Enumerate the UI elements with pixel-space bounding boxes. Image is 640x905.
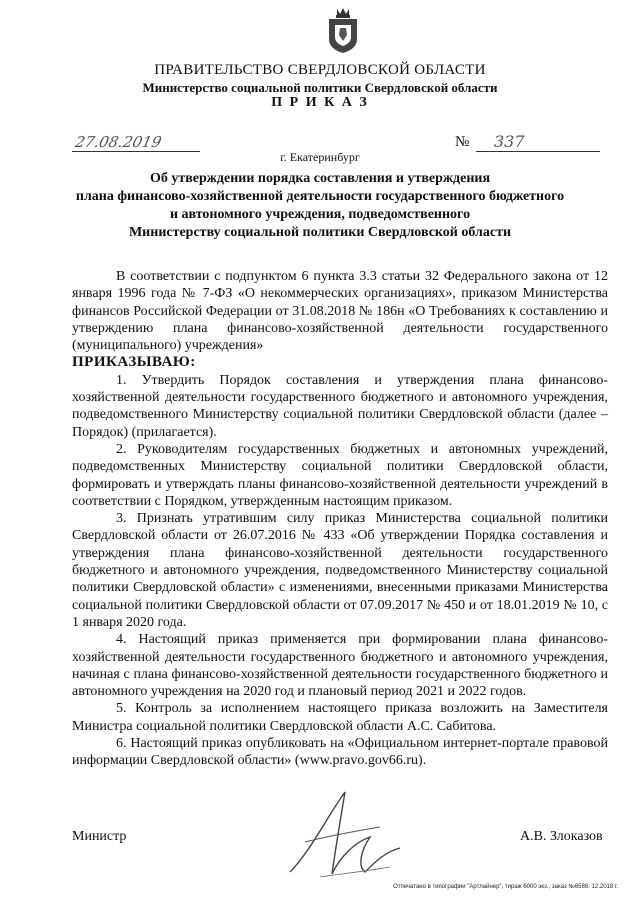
title-line: и автономного учреждения, подведомственного [169, 207, 471, 222]
city-label: г. Екатеринбург [280, 150, 360, 164]
order-item-1: 1. Утвердить Порядок составления и утверждения плана финансово-хозяйственной деятельности государственного бюджетного и автономного учреждения, подведомственного Министерству социальной политики Свердловской области (далее – Порядок) (прилагается). [72, 372, 608, 440]
handwritten-number [476, 130, 596, 152]
order-item-5: 5. Контроль за исполнением настоящего приказа возложить на Заместителя Министра социальной политики Свердловской области А.С. Сабитова. [72, 701, 608, 734]
document-type: П Р И К А З [271, 95, 369, 110]
signer-name: А.В. Злоказов [520, 829, 603, 844]
order-item-4: 4. Настоящий приказ применяется при формировании плана финансово-хозяйственной деятельности государственного бюджетного и автономного учреждения, начиная с плана финансово-хозяйственной деятельности государственного бюджетного и автономного учреждения на 2020 год и плановый период 2021 и 2022 годов. [72, 632, 608, 700]
title-line: Об утверждении порядка составления и утверждения [149, 171, 491, 186]
order-item-6: 6. Настоящий приказ опубликовать на «Официальном интернет-портале правовой информации Свердловской области» (www.pravo.gov66.ru). [72, 736, 608, 769]
government-name: ПРАВИТЕЛЬСТВО СВЕРДЛОВСКОЙ ОБЛАСТИ [154, 62, 486, 78]
svg-text:27.08.2019: 27.08.2019 [73, 133, 164, 151]
order-item-2: 2. Руководителям государственных бюджетных и автономных учреждений, подведомственных Министерству социальной политики Свердловской области, формировать и утверждать планы финансово-хозяйственной деятельности учреждений в соответствии с Порядком, утвержденным настоящим приказом. [72, 441, 608, 509]
order-item-3: 3. Признать утратившим силу приказ Министерства социальной политики Свердловской области от 26.07.2016 № 433 «Об утверждении Порядка составления и утверждения плана финансово-хозяйственной деятельности государственного бюджетного и автономного учреждения, подведомственного Министерству социальной политики Свердловской области» с изменениями, внесенными приказами Министерства социальной политики Свердловской области от 07.09.2017 № 450 и от 18.01.2019 № 10, с 1 января 2020 года. [72, 511, 608, 630]
coat-of-arms-icon [325, 5, 361, 55]
svg-text:337: 337 [494, 132, 525, 151]
title-line: Министерству социальной политики Свердловской области [128, 225, 512, 240]
title-line: плана финансово-хозяйственной деятельности государственного бюджетного [75, 189, 565, 204]
handwritten-signature [270, 782, 420, 882]
signer-role: Министр [72, 829, 127, 844]
document-title [60, 170, 580, 242]
ministry-name: Министерство социальной политики Свердловской области [142, 80, 498, 95]
print-footer: Отпечатано в типографии "Артлайнер", тираж 6000 экз., заказ №6586. 12.2018 г. [393, 884, 618, 890]
number-sign: № [455, 134, 470, 150]
handwritten-date [72, 130, 200, 152]
preamble-paragraph: В соответствии с подпунктом 6 пункта 3.3 статьи 32 Федерального закона от 12 января 1996 года № 7-ФЗ «О некоммерческих организациях», приказом Министерства финансов Российской Федерации от 31.08.2018 № 186н «О Требованиях к составлению и утверждению плана финансово-хозяйственной деятельности государственного (муниципального) учреждения» [72, 269, 608, 354]
order-word: ПРИКАЗЫВАЮ: [72, 354, 196, 371]
document-body [72, 268, 608, 770]
